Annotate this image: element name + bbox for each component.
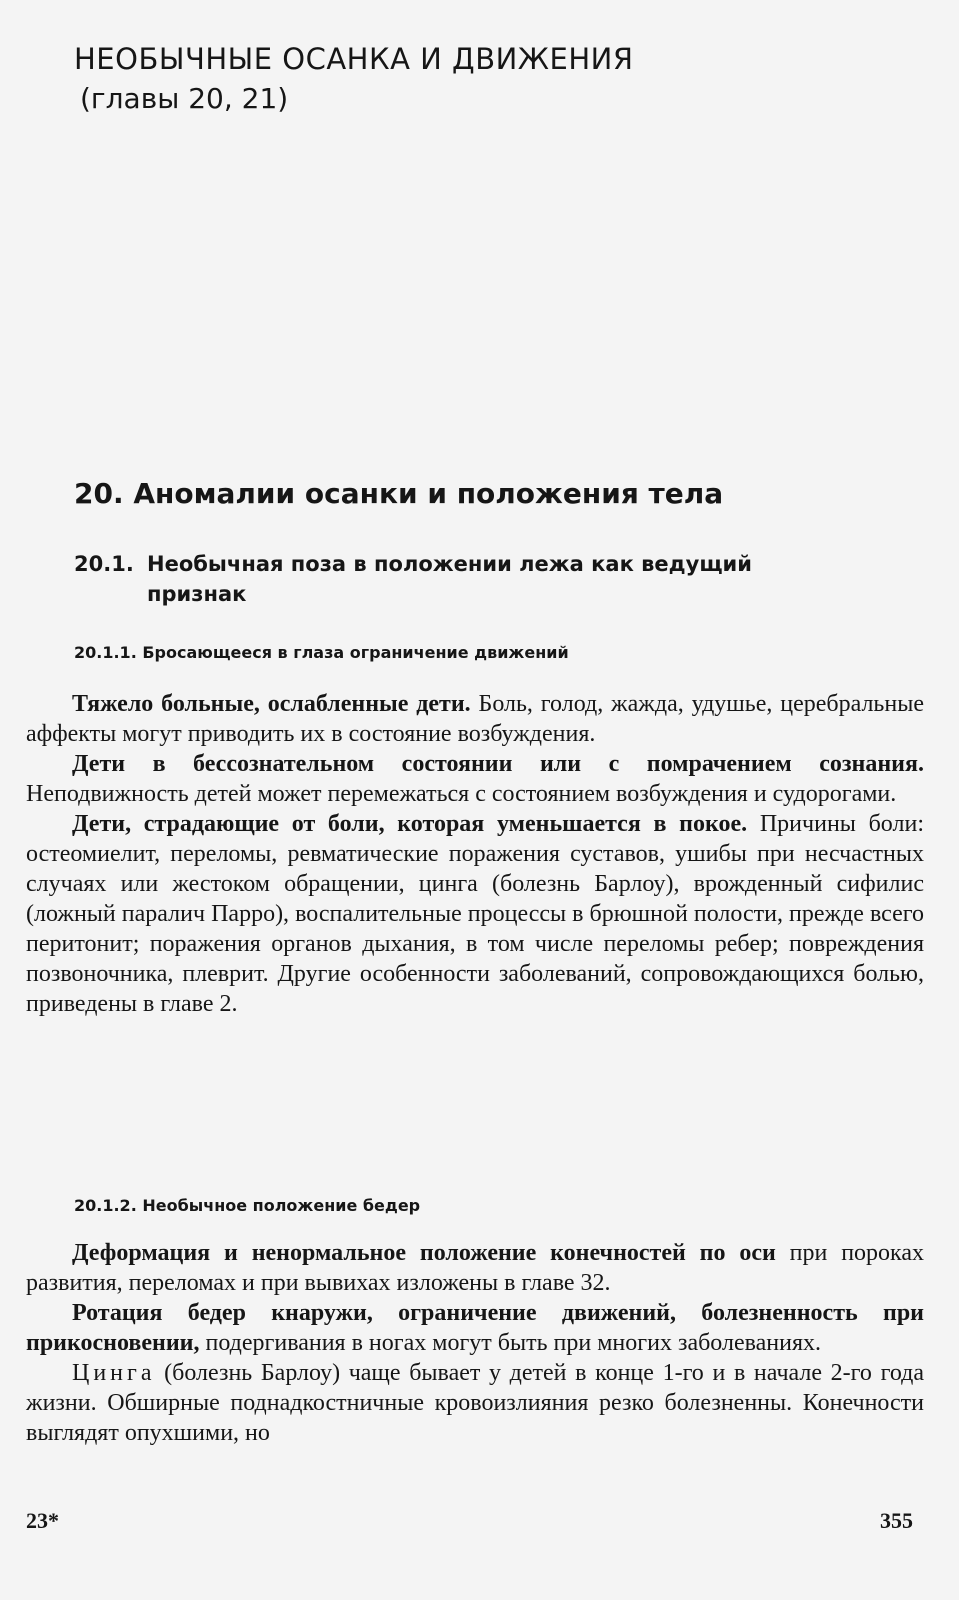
paragraph-lead: Тяжело больные, ослабленные дети. xyxy=(72,691,471,717)
paragraph-text: Боль, голод, жажда, удушье, церебральные аффекты могут приводить их в состояние возбуждения. xyxy=(26,691,924,747)
sheet-signature: 23* xyxy=(26,1508,59,1533)
paragraph xyxy=(26,749,924,809)
paragraph xyxy=(26,1238,924,1298)
chapter-title: 20. Аномалии осанки и положения тела xyxy=(74,477,724,510)
section-number: 20.1. xyxy=(74,552,134,576)
paragraph xyxy=(26,809,924,1019)
paragraph-text: (болезнь Барлоу) чаще бывает у детей в конце 1-го и в начале 2-го года жизни. Обширные поднадкостничные кровоизлияния резко болезненны. Конечности выглядят опухшими, но xyxy=(26,1360,924,1446)
paragraph xyxy=(26,689,924,749)
text-block-1 xyxy=(26,689,924,1019)
text-block-2 xyxy=(26,1238,924,1448)
paragraph xyxy=(26,1358,924,1448)
subsection-title-1: 20.1.1. Бросающееся в глаза ограничение движений xyxy=(74,643,569,662)
paragraph-text: при пороках развития, переломах и при вывихах изложены в главе 32. xyxy=(26,1240,925,1296)
paragraph-spaced-term: Цинга xyxy=(72,1360,156,1386)
paragraph-text: подергивания в ногах могут быть при многих заболеваниях. xyxy=(199,1330,822,1356)
paragraph-lead: Ротация бедер кнаружи, ограничение движений, болезненность при прикосновении, xyxy=(26,1300,924,1356)
section-title: Необычная поза в положении лежа как ведущий признак xyxy=(147,552,752,606)
paragraph xyxy=(26,1298,924,1358)
paragraph-lead: Деформация и ненормальное положение конечностей по оси xyxy=(72,1240,776,1266)
subsection-title-2: 20.1.2. Необычное положение бедер xyxy=(74,1196,421,1215)
paragraph-text: Неподвижность детей может перемежаться с состоянием возбуждения и судорогами. xyxy=(26,781,897,807)
paragraph-lead: Дети в бессознательном состоянии или с помрачением сознания. xyxy=(72,751,924,777)
page-number: 355 xyxy=(880,1508,913,1533)
paragraph-text: Причины боли: остеомиелит, переломы, ревматические поражения суставов, ушибы при несчастных случаях или жестоком обращении, цинга (болезнь Барлоу), врожденный сифилис (ложный паралич Парро), воспалительные процессы в брюшной полости, прежде всего перитонит; поражения органов дыхания, в том числе переломы ребер; повреждения позвоночника, плеврит. Другие особенности заболеваний, сопровождающихся болью, приведены в главе 2. xyxy=(26,811,924,1017)
part-title: НЕОБЫЧНЫЕ ОСАНКА И ДВИЖЕНИЯ xyxy=(74,42,634,76)
paragraph-lead: Дети, страдающие от боли, которая уменьшается в покое. xyxy=(72,811,748,837)
part-subtitle: (главы 20, 21) xyxy=(80,82,289,115)
